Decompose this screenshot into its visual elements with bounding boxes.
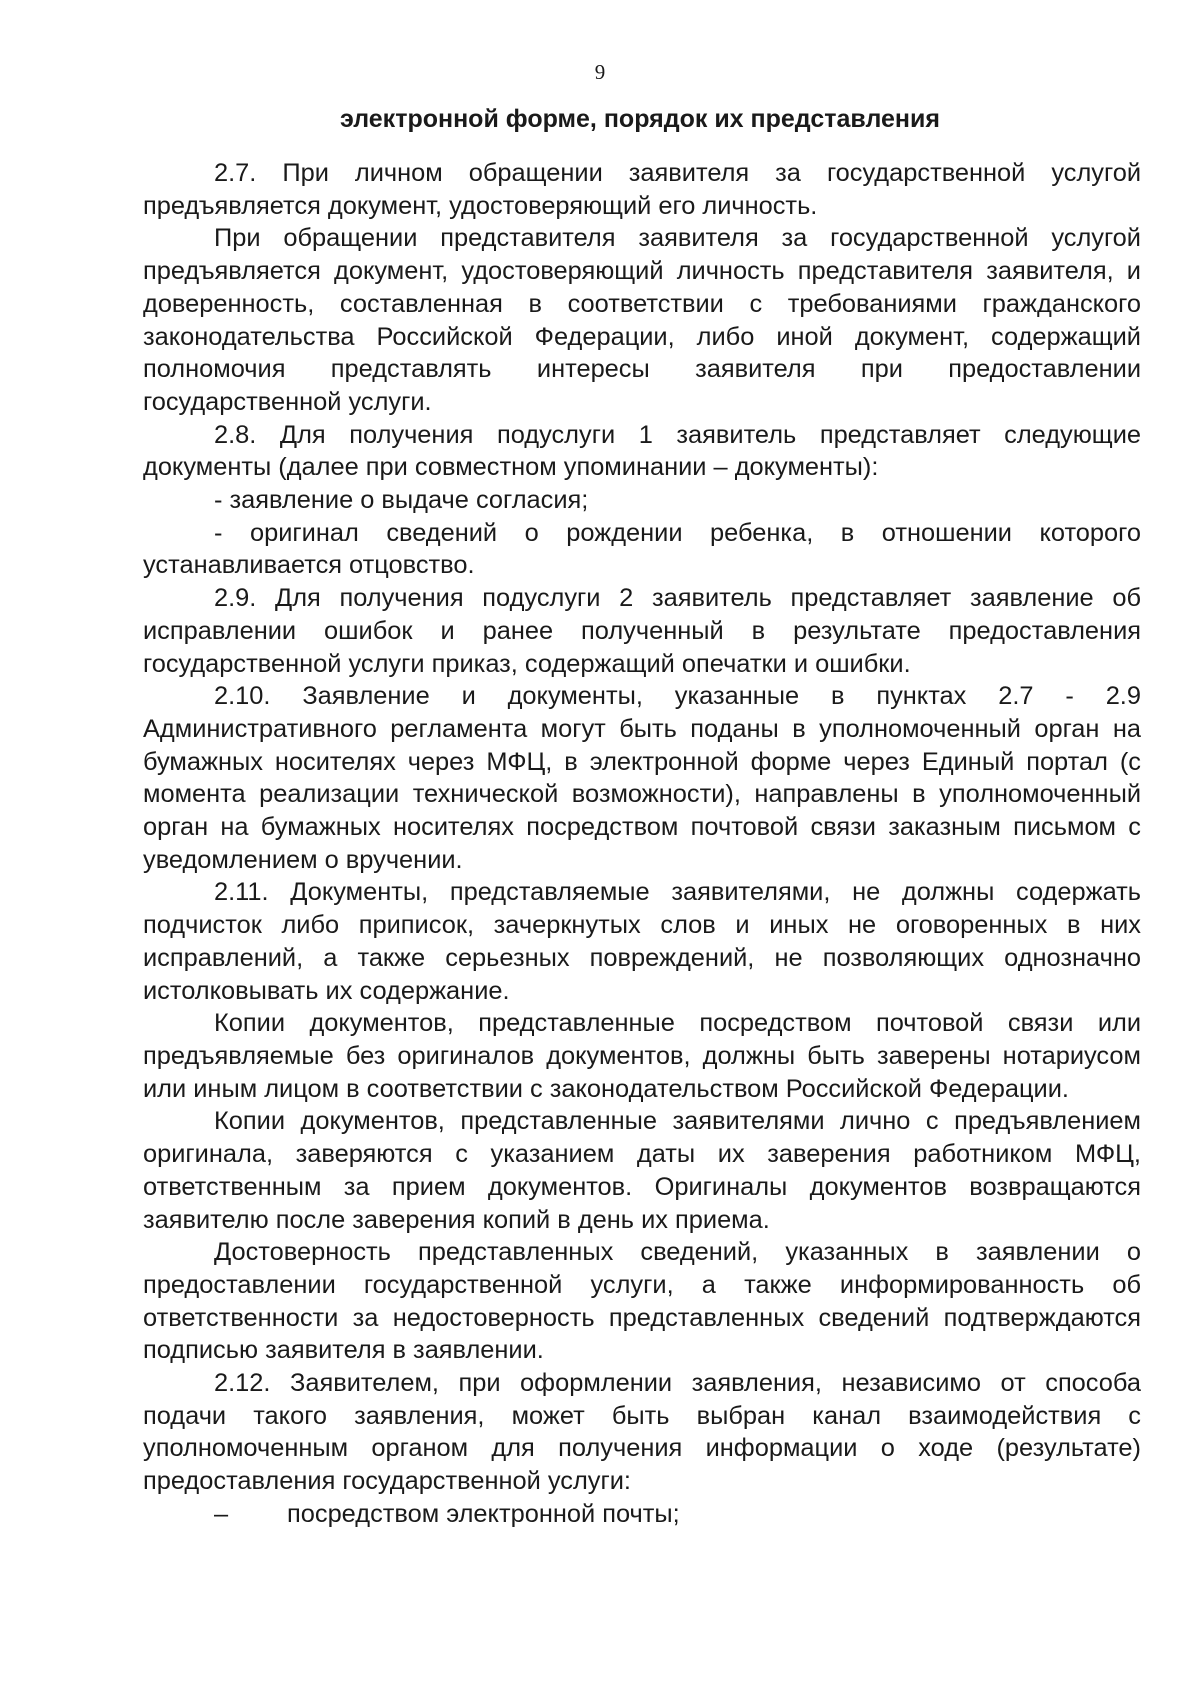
paragraph-2-12: 2.12. Заявителем, при оформлении заявления, независимо от способа подачи такого заявления, может быть выбран канал взаимодействия с уполномоченным органом для получения информации о ходе (результате) предоставления государственной услуги: xyxy=(143,1369,1141,1496)
section-heading: электронной форме, порядок их представления xyxy=(340,105,940,133)
paragraph-copies-postal: Копии документов, представленные посредством почтовой связи или предъявляемые без оригиналов документов, должны быть заверены нотариусом или иным лицом в соответствии с законодательством Российской Федерации. xyxy=(143,1009,1141,1103)
paragraph-reliability: Достоверность представленных сведений, указанных в заявлении о предоставлении государственной услуги, а также информированность об ответственности за недостоверность представленных сведений подтверждаются подписью заявителя в заявлении. xyxy=(143,1238,1141,1365)
list-item-application: - заявление о выдаче согласия; xyxy=(214,486,589,515)
paragraph-representative: При обращении представителя заявителя за государственной услугой предъявляется документ, удостоверяющий личность представителя заявителя, и доверенность, составленная в соответствии с требованиями гражданского законодательства Российской Федерации, либо иной документ, содержащий полномочия представлять интересы заявителя при предоставлении государственной услуги. xyxy=(143,224,1141,416)
paragraph-copies-personal: Копии документов, представленные заявителями лично с предъявлением оригинала, заверяются с указанием даты их заверения работником МФЦ, ответственным за прием документов. Оригиналы документов возвращаются заявителю после заверения копий в день их приема. xyxy=(143,1107,1141,1234)
paragraph-2-11: 2.11. Документы, представляемые заявителями, не должны содержать подчисток либо приписок, зачеркнутых слов и иных не оговоренных в них исправлений, а также серьезных повреждений, не позволяющих однозначно истолковывать их содержание. xyxy=(143,878,1141,1005)
document-body xyxy=(143,157,1141,1531)
list-item-text: посредством электронной почты; xyxy=(287,1499,680,1528)
paragraph-2-8: 2.8. Для получения подуслуги 1 заявитель представляет следующие документы (далее при совместном упоминании – документы): xyxy=(143,420,1141,482)
paragraph-2-7: 2.7. При личном обращении заявителя за государственной услугой предъявляется документ, удостоверяющий его личность. xyxy=(143,159,1141,220)
list-item-email xyxy=(143,1498,1141,1531)
paragraph-2-9: 2.9. Для получения подуслуги 2 заявитель представляет заявление об исправлении ошибок и ранее полученный в результате предоставления государственной услуги приказ, содержащий опечатки и ошибки. xyxy=(143,584,1141,678)
page-number: 9 xyxy=(594,60,606,84)
list-marker: – xyxy=(214,1499,229,1528)
list-item-birth-record: - оригинал сведений о рождении ребенка, в отношении которого устанавливается отцовство. xyxy=(143,518,1141,580)
paragraph-2-10: 2.10. Заявление и документы, указанные в пунктах 2.7 - 2.9 Административного регламента могут быть поданы в уполномоченный орган на бумажных носителях через МФЦ, в электронной форме через Единый портал (с момента реализации технической возможности), направлены в уполномоченный орган на бумажных носителях посредством почтовой связи заказным письмом с уведомлением о вручении. xyxy=(143,682,1141,874)
